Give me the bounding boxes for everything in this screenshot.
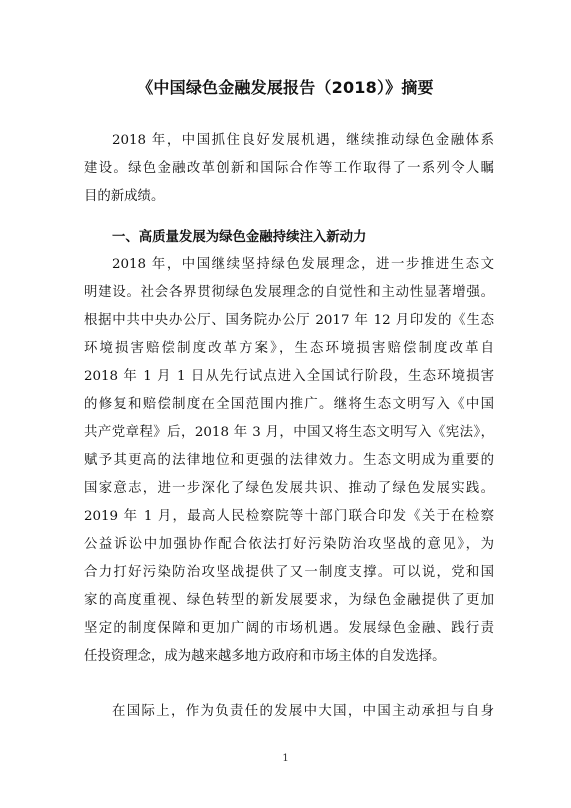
paragraph-line: 家的高度重视、绿色转型的新发展要求，为绿色金融提供了更加 — [84, 593, 494, 608]
paragraph-line: 任投资理念，成为越来越多地方政府和市场主体的自发选择。 — [84, 649, 446, 664]
paragraph-line: 根据中共中央办公厅、国务院办公厅 2017 年 12 月印发的《生态 — [84, 313, 494, 328]
next-paragraph — [84, 698, 494, 726]
paragraph-line: 目的新成绩。 — [84, 189, 165, 204]
paragraph-line: 共产党章程》后，2018 年 3 月，中国又将生态文明写入《宪法》， — [84, 425, 494, 440]
document-title: 《中国绿色金融发展报告（2018）》摘要 — [137, 78, 434, 97]
paragraph-line: 2018 年 1 月 1 日从先行试点进入全国试行阶段，生态环境损害 — [84, 369, 494, 384]
paragraph-line: 在国际上，作为负责任的发展中大国，中国主动承担与自身 — [112, 704, 494, 719]
page-number: 1 — [282, 753, 289, 764]
paragraph-line: 国家意志，进一步深化了绿色发展共识、推动了绿色发展实践。 — [84, 481, 494, 496]
paragraph-line: 明建设。社会各界贯彻绿色发展理念的自觉性和主动性显著增强。 — [84, 285, 494, 300]
paragraph-line: 建设。绿色金融改革创新和国际合作等工作取得了一系列令人瞩 — [84, 161, 494, 176]
paragraph-line: 2018 年，中国抓住良好发展机遇，继续推动绿色金融体系 — [112, 133, 494, 148]
paragraph-line: 公益诉讼中加强协作配合依法打好污染防治攻坚战的意见》，为 — [84, 537, 494, 552]
paragraph-line: 2019 年 1 月，最高人民检察院等十部门联合印发《关于在检察 — [84, 509, 494, 524]
paragraph-line: 2018 年，中国继续坚持绿色发展理念，进一步推进生态文 — [112, 257, 494, 272]
paragraph-line: 赋予其更高的法律地位和更强的法律效力。生态文明成为重要的 — [84, 453, 494, 468]
paragraph-line: 坚定的制度保障和更加广阔的市场机遇。发展绿色金融、践行责 — [84, 621, 494, 636]
paragraph-line: 环境损害赔偿制度改革方案》，生态环境损害赔偿制度改革自 — [84, 341, 494, 356]
paragraph-line: 的修复和赔偿制度在全国范围内推广。继将生态文明写入《中国 — [84, 397, 494, 412]
paragraph-line: 合力打好污染防治攻坚战提供了又一制度支撑。可以说，党和国 — [84, 565, 494, 580]
intro-paragraph — [84, 127, 494, 211]
section-paragraph — [84, 251, 494, 671]
section-heading: 一、高质量发展为绿色金融持续注入新动力 — [112, 230, 367, 245]
